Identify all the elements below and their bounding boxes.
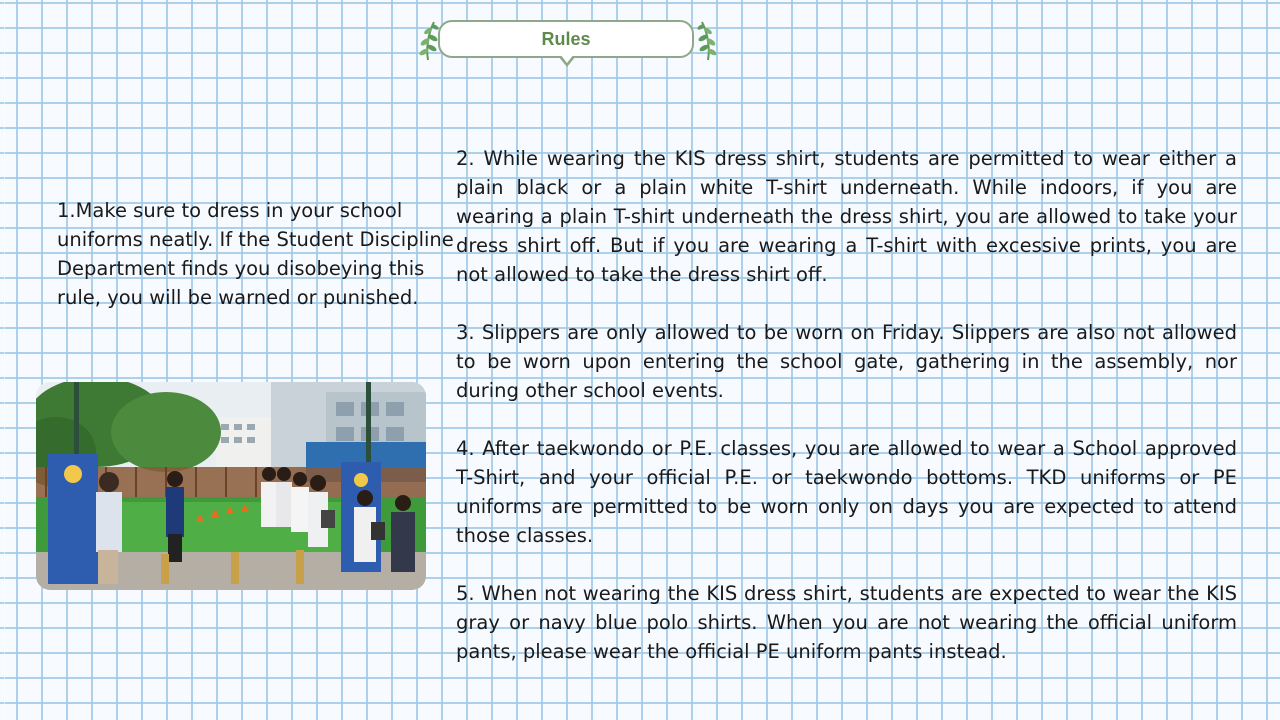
rule-4-text: 4. After taekwondo or P.E. classes, you are allowed to wear a School approved T-Shirt, and your official P.E. or taekwondo bottoms. TKD uniforms or PE uniforms are permitted to be worn only on days you are expected to attend those classes. bbox=[456, 437, 1237, 547]
rule-1-text: 1.Make sure to dress in your school uniforms neatly. If the Student Discipline Department finds you disobeying this rule, you will be warned or punished. bbox=[57, 199, 454, 309]
rules-list bbox=[456, 144, 1237, 695]
rule-2-text: 2. While wearing the KIS dress shirt, students are permitted to wear either a plain black or a plain white T-shirt underneath. While indoors, if you are wearing a plain T-shirt underneath the dress shirt, you are allowed to take your dress shirt off. But if you are wearing a T-shirt with excessive prints, you are not allowed to take the dress shirt off. bbox=[456, 147, 1237, 286]
rule-3-text: 3. Slippers are only allowed to be worn on Friday. Slippers are also not allowed to be worn upon entering the school gate, gathering in the assembly, nor during other school events. bbox=[456, 321, 1237, 402]
title-banner bbox=[410, 18, 726, 74]
school-entrance-photo bbox=[36, 382, 426, 590]
rule-5-text: 5. When not wearing the KIS dress shirt, students are expected to wear the KIS gray or navy blue polo shirts. When you are not wearing the official uniform pants, please wear the official PE uniform pants instead. bbox=[456, 582, 1237, 663]
title-box bbox=[438, 20, 694, 58]
title-pointer bbox=[558, 56, 576, 67]
page-title: Rules bbox=[541, 28, 591, 49]
fern-leaf-icon bbox=[694, 18, 722, 62]
